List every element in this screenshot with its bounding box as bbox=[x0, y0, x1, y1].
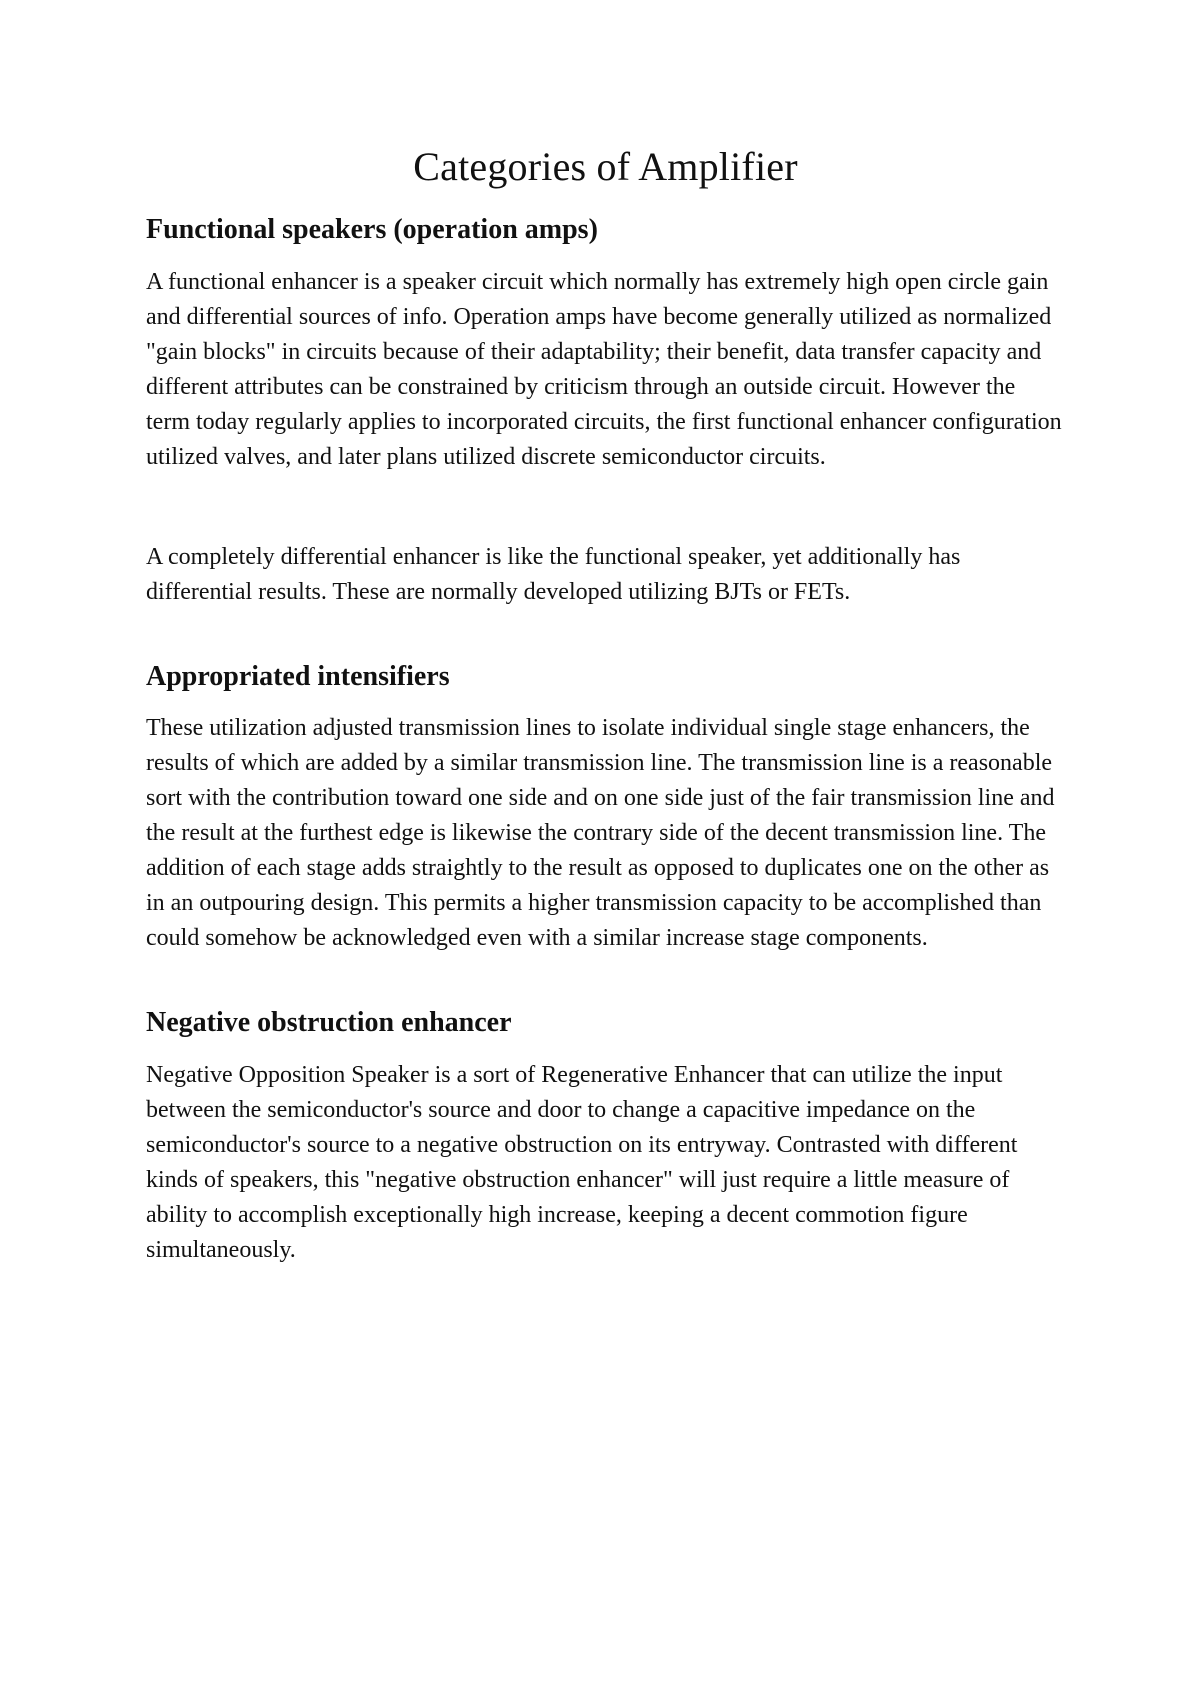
paragraph-operation-amps-2: A completely differential enhancer is like the functional speaker, yet additionally has differential results. These are normally developed utilizing BJTs or FETs. bbox=[146, 543, 961, 605]
document-title: Categories of Amplifier bbox=[413, 144, 798, 189]
paragraph-operation-amps-1: A functional enhancer is a speaker circuit which normally has extremely high open circle gain and differential sources of info. Operation amps have become generally utilized as normalized "gain blocks" in circuits because of their adaptability; their benefit, data transfer capacity and different attributes can be constrained by criticism through an outside circuit. However the term today regularly applies to incorporated circuits, the first functional enhancer configuration utilized valves, and later plans utilized discrete semiconductor circuits. bbox=[146, 268, 1062, 470]
section-heading-negative-obstruction: Negative obstruction enhancer bbox=[146, 1007, 512, 1039]
section-heading-operation-amps: Functional speakers (operation amps) bbox=[146, 214, 598, 245]
paragraph-spacer bbox=[146, 475, 1065, 540]
paragraph-negative-obstruction: Negative Opposition Speaker is a sort of Regenerative Enhancer that can utilize the input between the semiconductor's source and door to change a capacitive impedance on the semiconductor's source to a negative obstruction on its entryway. Contrasted with different kinds of speakers, this "negative obstruction enhancer" will just require a little measure of ability to accomplish exceptionally high increase, keeping a decent commotion figure simultaneously. bbox=[146, 1061, 1018, 1263]
section-heading-appropriated-intensifiers: Appropriated intensifiers bbox=[146, 660, 450, 692]
paragraph-appropriated-intensifiers: These utilization adjusted transmission lines to isolate individual single stage enhancers, the results of which are added by a similar transmission line. The transmission line is a reasonable sort with the contribution toward one side and on one side just of the fair transmission line and the result at the furthest edge is likewise the contrary side of the decent transmission line. The addition of each stage adds straightly to the result as opposed to duplicates one on the other as in an outpouring design. This permits a higher transmission capacity to be accomplished than could somehow be acknowledged even with a similar increase stage components. bbox=[146, 715, 1055, 952]
section-spacer bbox=[146, 956, 1065, 1006]
section-spacer bbox=[146, 610, 1065, 660]
